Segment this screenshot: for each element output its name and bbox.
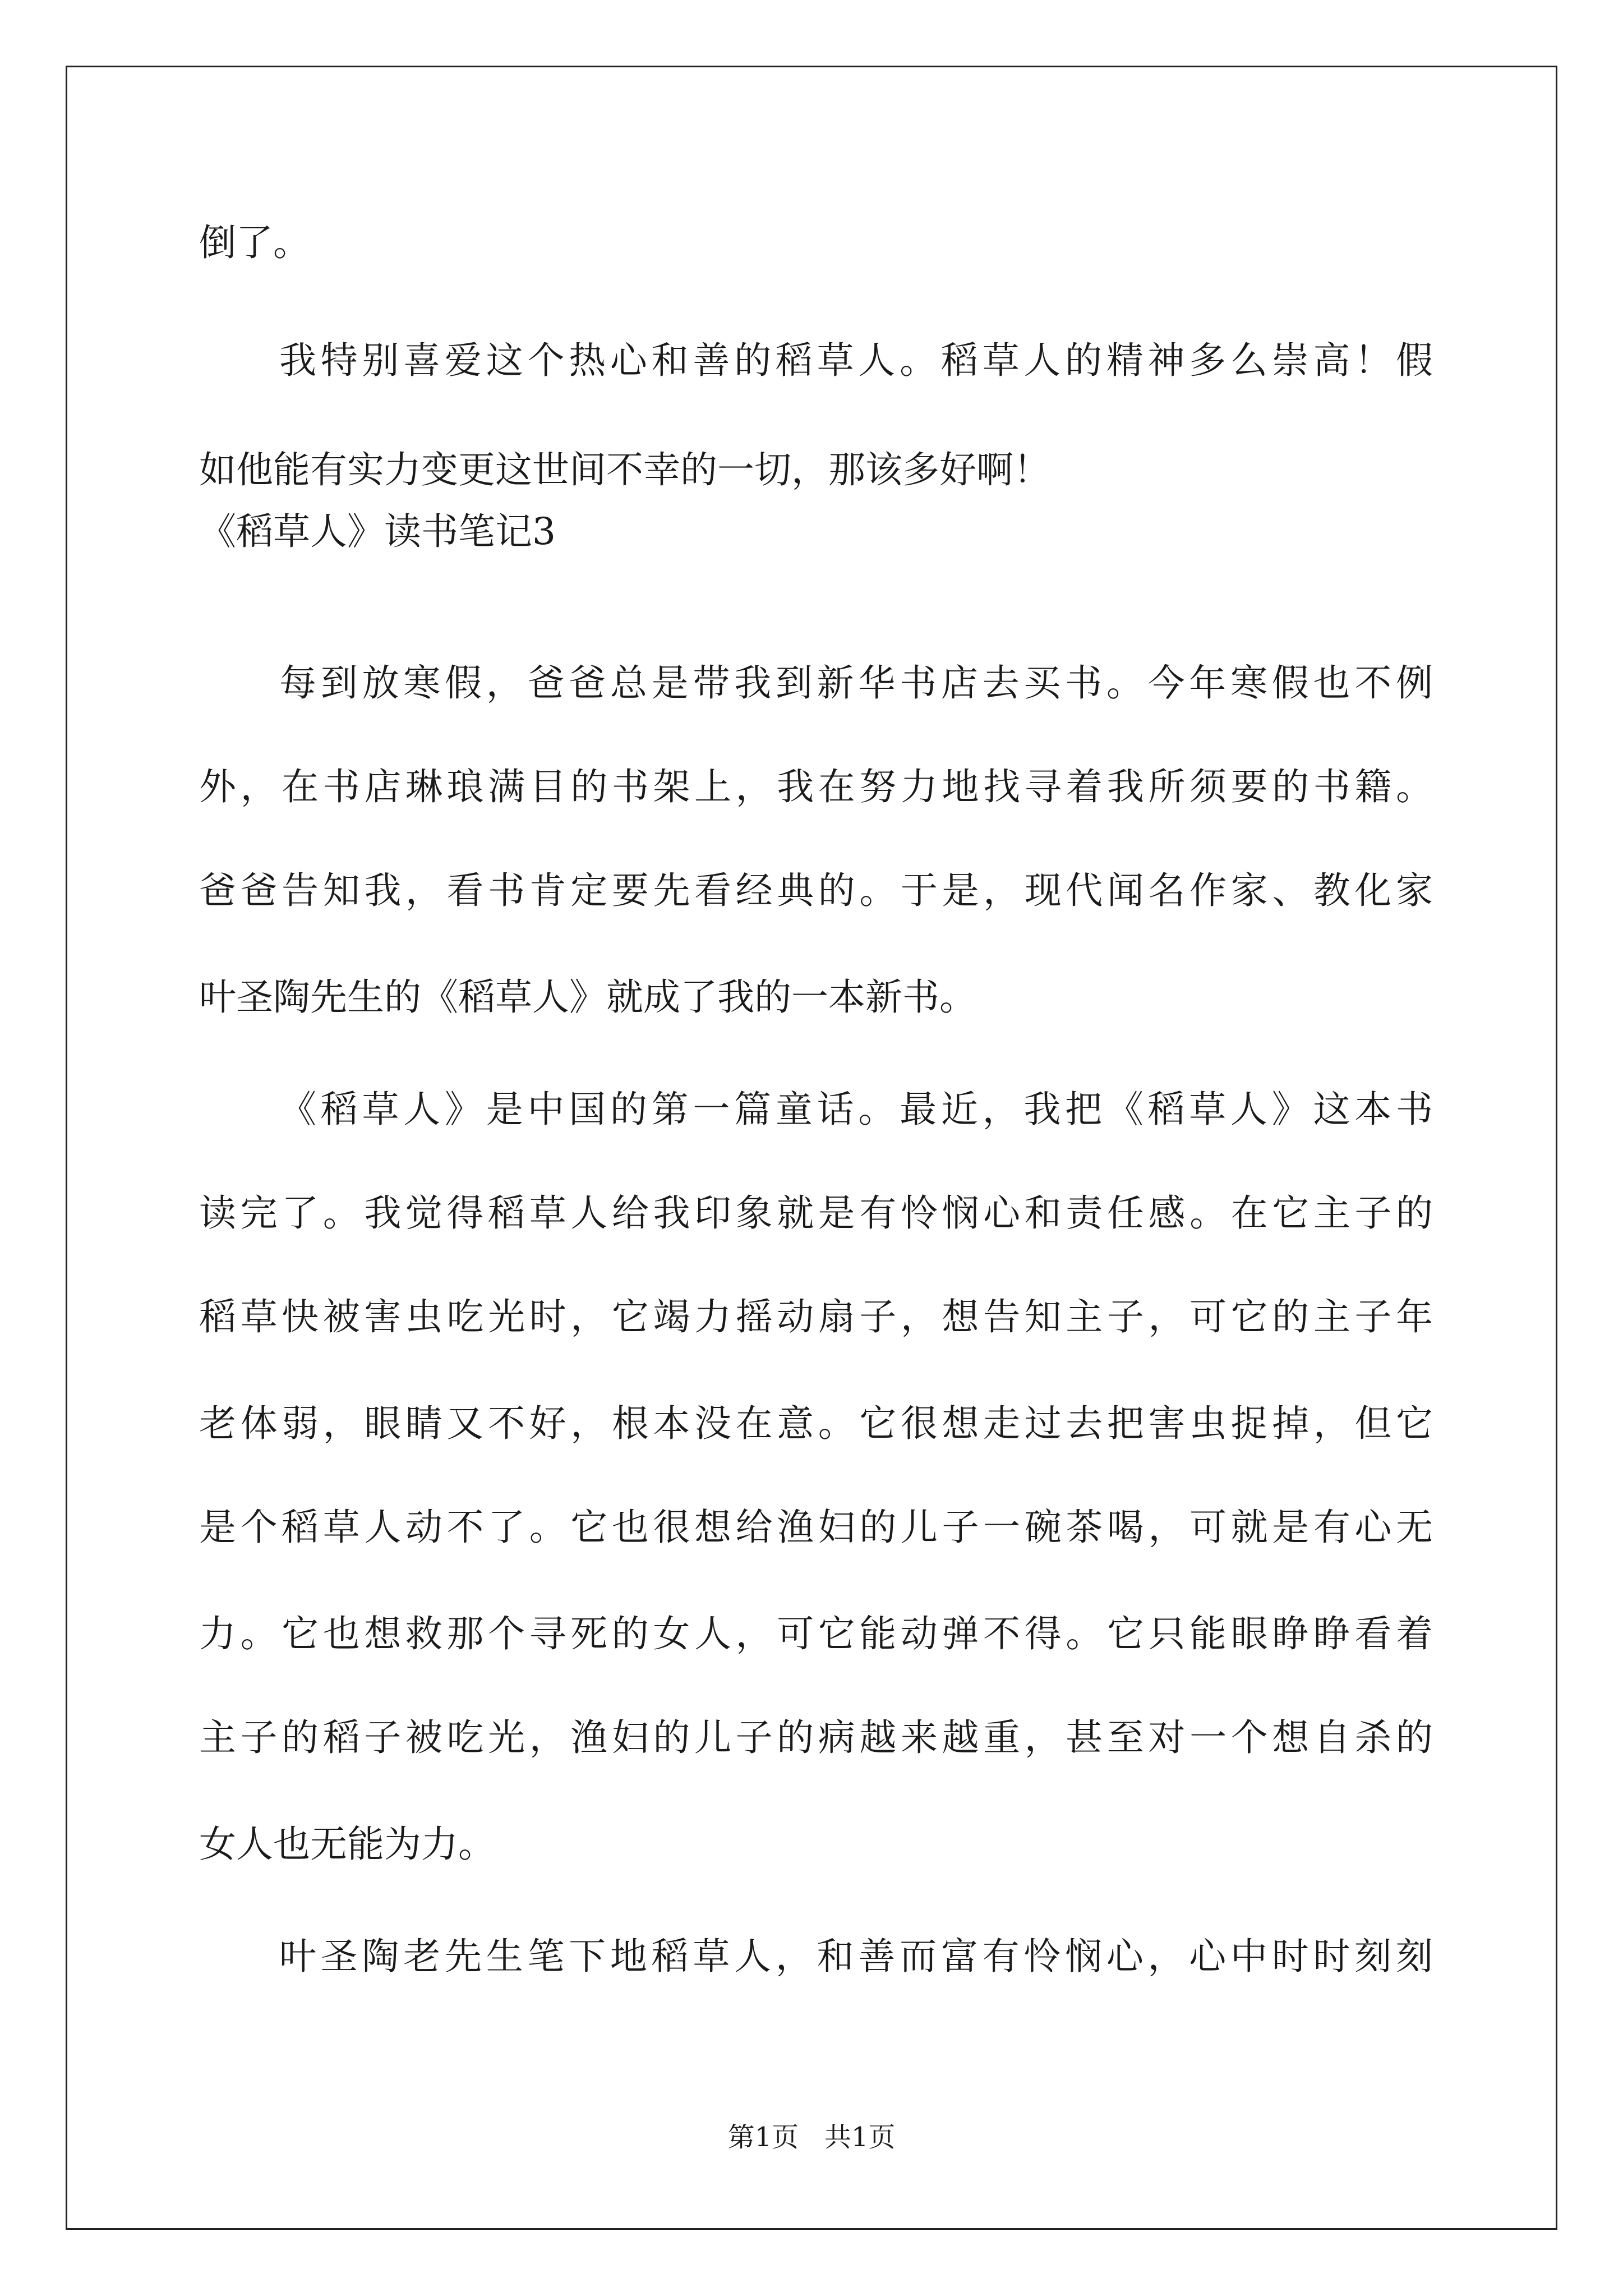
text-line: 我特别喜爱这个热心和善的稻草人。稻草人的精神多么崇高！假	[279, 339, 1433, 382]
text-line: 是个稻草人动不了。它也很想给渔妇的儿子一碗茶喝，可就是有心无	[199, 1506, 1433, 1549]
text-line: 女人也无能为力。	[199, 1823, 495, 1866]
text-line: 爸爸告知我，看书肯定要先看经典的。于是，现代闻名作家、教化家	[199, 869, 1433, 912]
text-line: 主子的稻子被吃光，渔妇的儿子的病越来越重，甚至对一个想自杀的	[199, 1716, 1433, 1759]
section-heading: 《稻草人》读书笔记3	[199, 510, 556, 553]
text-line: 叶圣陶先生的《稻草人》就成了我的一本新书。	[199, 976, 976, 1019]
text-line: 外，在书店琳琅满目的书架上，我在努力地找寻着我所须要的书籍。	[199, 765, 1433, 808]
page-border	[66, 66, 1557, 2230]
text-line: 叶圣陶老先生笔下地稻草人，和善而富有怜悯心，心中时时刻刻	[279, 1935, 1433, 1978]
text-line: 力。它也想救那个寻死的女人，可它能动弹不得。它只能眼睁睁看着	[199, 1612, 1433, 1655]
text-line: 《稻草人》是中国的第一篇童话。最近，我把《稻草人》这本书	[279, 1088, 1433, 1131]
text-line: 老体弱，眼睛又不好，根本没在意。它很想走过去把害虫捉掉，但它	[199, 1402, 1433, 1445]
text-line: 读完了。我觉得稻草人给我印象就是有怜悯心和责任感。在它主子的	[199, 1191, 1433, 1235]
text-line: 如他能有实力变更这世间不幸的一切，那该多好啊！	[199, 448, 1050, 491]
text-line: 倒了。	[199, 221, 310, 264]
text-line: 每到放寒假，爸爸总是带我到新华书店去买书。今年寒假也不例	[279, 661, 1433, 705]
text-line: 稻草快被害虫吃光时，它竭力摇动扇子，想告知主子，可它的主子年	[199, 1295, 1433, 1338]
page-footer: 第1页 共1页	[727, 2122, 896, 2153]
